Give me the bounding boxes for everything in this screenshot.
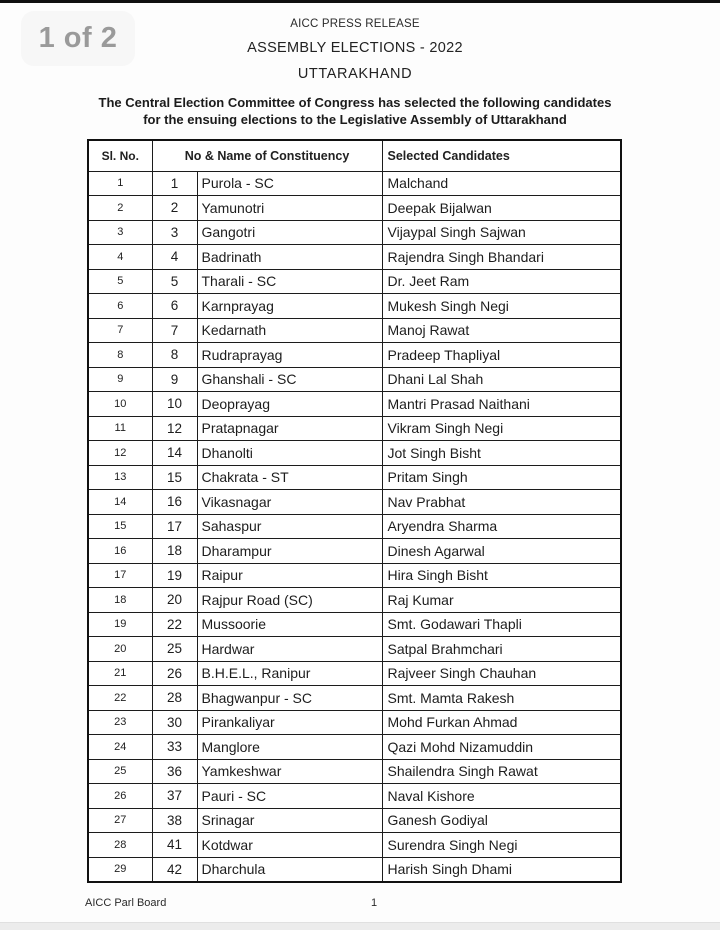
table-row — [88, 343, 621, 368]
candidate-cell: Dinesh Agarwal — [382, 539, 621, 564]
constituency-name-cell: Sahaspur — [197, 514, 382, 539]
table-row — [88, 833, 621, 858]
candidate-cell: Mukesh Singh Negi — [382, 294, 621, 319]
sl-no-cell: 18 — [88, 588, 152, 613]
constituency-no-cell: 14 — [152, 441, 197, 466]
candidate-cell: Manoj Rawat — [382, 318, 621, 343]
constituency-name-cell: Pirankaliyar — [197, 710, 382, 735]
candidate-cell: Pritam Singh — [382, 465, 621, 490]
table-row — [88, 196, 621, 221]
sl-no-cell: 11 — [88, 416, 152, 441]
sl-no-cell: 26 — [88, 784, 152, 809]
table-row — [88, 416, 621, 441]
candidate-cell: Naval Kishore — [382, 784, 621, 809]
table-row — [88, 171, 621, 196]
candidate-cell: Dhani Lal Shah — [382, 367, 621, 392]
constituency-no-cell: 10 — [152, 392, 197, 417]
sl-no-cell: 1 — [88, 171, 152, 196]
constituency-name-cell: B.H.E.L., Ranipur — [197, 661, 382, 686]
sl-no-cell: 25 — [88, 759, 152, 784]
sl-no-cell: 5 — [88, 269, 152, 294]
constituency-name-cell: Bhagwanpur - SC — [197, 686, 382, 711]
sl-no-cell: 19 — [88, 612, 152, 637]
constituency-no-cell: 19 — [152, 563, 197, 588]
sl-no-cell: 3 — [88, 220, 152, 245]
press-release-title: AICC PRESS RELEASE — [290, 18, 420, 30]
page-indicator-label: 1 of 2 — [38, 22, 118, 54]
sl-no-cell: 2 — [88, 196, 152, 221]
constituency-name-cell: Kedarnath — [197, 318, 382, 343]
constituency-no-cell: 9 — [152, 367, 197, 392]
constituency-name-cell: Gangotri — [197, 220, 382, 245]
sl-no-cell: 28 — [88, 833, 152, 858]
constituency-no-cell: 41 — [152, 833, 197, 858]
constituency-name-cell: Badrinath — [197, 245, 382, 270]
sl-no-cell: 10 — [88, 392, 152, 417]
table-row — [88, 637, 621, 662]
sl-no-cell: 14 — [88, 490, 152, 515]
table-row — [88, 245, 621, 270]
table-row — [88, 588, 621, 613]
candidate-cell: Deepak Bijalwan — [382, 196, 621, 221]
sl-no-cell: 29 — [88, 857, 152, 882]
sl-no-cell: 20 — [88, 637, 152, 662]
table-row — [88, 563, 621, 588]
constituency-no-cell: 8 — [152, 343, 197, 368]
constituency-no-cell: 15 — [152, 465, 197, 490]
sl-no-cell: 13 — [88, 465, 152, 490]
constituency-name-cell: Hardwar — [197, 637, 382, 662]
constituency-name-cell: Raipur — [197, 563, 382, 588]
intro-line-2: for the ensuing elections to the Legislative Assembly of Uttarakhand — [143, 112, 567, 127]
candidate-cell: Ganesh Godiyal — [382, 808, 621, 833]
constituency-name-cell: Deoprayag — [197, 392, 382, 417]
candidate-cell: Satpal Brahmchari — [382, 637, 621, 662]
candidate-cell: Qazi Mohd Nizamuddin — [382, 735, 621, 760]
header-row — [88, 140, 621, 171]
bottom-strip — [0, 922, 720, 930]
constituency-name-cell: Karnprayag — [197, 294, 382, 319]
table-row — [88, 269, 621, 294]
sl-no-cell: 22 — [88, 686, 152, 711]
constituency-no-cell: 6 — [152, 294, 197, 319]
sl-no-cell: 8 — [88, 343, 152, 368]
constituency-no-cell: 37 — [152, 784, 197, 809]
col-header-sl-no: Sl. No. — [88, 140, 152, 171]
sl-no-cell: 12 — [88, 441, 152, 466]
candidate-cell: Pradeep Thapliyal — [382, 343, 621, 368]
constituency-name-cell: Mussoorie — [197, 612, 382, 637]
table-row — [88, 857, 621, 882]
candidate-cell: Nav Prabhat — [382, 490, 621, 515]
constituency-name-cell: Pratapnagar — [197, 416, 382, 441]
constituency-no-cell: 3 — [152, 220, 197, 245]
footer-page-number: 1 — [371, 897, 378, 909]
table-row — [88, 294, 621, 319]
sl-no-cell: 17 — [88, 563, 152, 588]
constituency-no-cell: 38 — [152, 808, 197, 833]
col-header-candidates: Selected Candidates — [382, 140, 621, 171]
table-row — [88, 367, 621, 392]
constituency-name-cell: Srinagar — [197, 808, 382, 833]
constituency-name-cell: Tharali - SC — [197, 269, 382, 294]
table-row — [88, 808, 621, 833]
sl-no-cell: 9 — [88, 367, 152, 392]
table-row — [88, 514, 621, 539]
constituency-no-cell: 20 — [152, 588, 197, 613]
candidate-cell: Smt. Mamta Rakesh — [382, 686, 621, 711]
state-title: UTTARAKHAND — [297, 66, 413, 82]
table-row — [88, 612, 621, 637]
constituency-no-cell: 25 — [152, 637, 197, 662]
candidate-cell: Harish Singh Dhami — [382, 857, 621, 882]
constituency-no-cell: 22 — [152, 612, 197, 637]
constituency-name-cell: Yamkeshwar — [197, 759, 382, 784]
constituency-name-cell: Rudraprayag — [197, 343, 382, 368]
election-title: ASSEMBLY ELECTIONS - 2022 — [247, 40, 463, 56]
table-row — [88, 661, 621, 686]
constituency-name-cell: Chakrata - ST — [197, 465, 382, 490]
sl-no-cell: 15 — [88, 514, 152, 539]
candidate-cell: Vijaypal Singh Sajwan — [382, 220, 621, 245]
candidate-cell: Dr. Jeet Ram — [382, 269, 621, 294]
candidate-cell: Smt. Godawari Thapli — [382, 612, 621, 637]
candidate-cell: Mantri Prasad Naithani — [382, 392, 621, 417]
constituency-name-cell: Kotdwar — [197, 833, 382, 858]
constituency-no-cell: 7 — [152, 318, 197, 343]
constituency-no-cell: 30 — [152, 710, 197, 735]
table-row — [88, 490, 621, 515]
constituency-name-cell: Dhanolti — [197, 441, 382, 466]
candidate-cell: Vikram Singh Negi — [382, 416, 621, 441]
table-row — [88, 220, 621, 245]
table-row — [88, 759, 621, 784]
constituency-no-cell: 12 — [152, 416, 197, 441]
candidate-cell: Hira Singh Bisht — [382, 563, 621, 588]
candidate-cell: Surendra Singh Negi — [382, 833, 621, 858]
table-row — [88, 318, 621, 343]
constituency-no-cell: 5 — [152, 269, 197, 294]
constituency-name-cell: Manglore — [197, 735, 382, 760]
table-row — [88, 710, 621, 735]
candidate-cell: Rajendra Singh Bhandari — [382, 245, 621, 270]
candidate-cell: Malchand — [382, 171, 621, 196]
constituency-no-cell: 42 — [152, 857, 197, 882]
table-row — [88, 735, 621, 760]
table-row — [88, 441, 621, 466]
candidate-cell: Raj Kumar — [382, 588, 621, 613]
intro-line-1: The Central Election Committee of Congress has selected the following candidates — [98, 95, 612, 110]
candidate-cell: Mohd Furkan Ahmad — [382, 710, 621, 735]
table-row — [88, 686, 621, 711]
sl-no-cell: 23 — [88, 710, 152, 735]
constituency-name-cell: Rajpur Road (SC) — [197, 588, 382, 613]
sl-no-cell: 24 — [88, 735, 152, 760]
constituency-name-cell: Dharchula — [197, 857, 382, 882]
top-bar — [0, 0, 720, 3]
constituency-name-cell: Vikasnagar — [197, 490, 382, 515]
footer-org-label: AICC Parl Board — [85, 897, 167, 909]
table-row — [88, 784, 621, 809]
constituency-no-cell: 26 — [152, 661, 197, 686]
table-row — [88, 392, 621, 417]
candidates-table — [87, 139, 622, 883]
sl-no-cell: 7 — [88, 318, 152, 343]
constituency-name-cell: Dharampur — [197, 539, 382, 564]
constituency-name-cell: Yamunotri — [197, 196, 382, 221]
constituency-name-cell: Ghanshali - SC — [197, 367, 382, 392]
candidate-cell: Shailendra Singh Rawat — [382, 759, 621, 784]
constituency-no-cell: 28 — [152, 686, 197, 711]
intro-paragraph — [0, 94, 710, 128]
sl-no-cell: 4 — [88, 245, 152, 270]
constituency-no-cell: 1 — [152, 171, 197, 196]
constituency-no-cell: 17 — [152, 514, 197, 539]
constituency-no-cell: 18 — [152, 539, 197, 564]
candidate-cell: Rajveer Singh Chauhan — [382, 661, 621, 686]
sl-no-cell: 27 — [88, 808, 152, 833]
table-row — [88, 539, 621, 564]
constituency-no-cell: 36 — [152, 759, 197, 784]
constituency-name-cell: Purola - SC — [197, 171, 382, 196]
col-header-constituency: No & Name of Constituency — [152, 140, 382, 171]
constituency-no-cell: 16 — [152, 490, 197, 515]
candidate-cell: Jot Singh Bisht — [382, 441, 621, 466]
candidate-cell: Aryendra Sharma — [382, 514, 621, 539]
constituency-no-cell: 4 — [152, 245, 197, 270]
table-row — [88, 465, 621, 490]
constituency-no-cell: 33 — [152, 735, 197, 760]
sl-no-cell: 6 — [88, 294, 152, 319]
candidates-table-body — [88, 171, 621, 882]
sl-no-cell: 21 — [88, 661, 152, 686]
constituency-name-cell: Pauri - SC — [197, 784, 382, 809]
candidates-table-header — [88, 140, 621, 171]
constituency-no-cell: 2 — [152, 196, 197, 221]
sl-no-cell: 16 — [88, 539, 152, 564]
